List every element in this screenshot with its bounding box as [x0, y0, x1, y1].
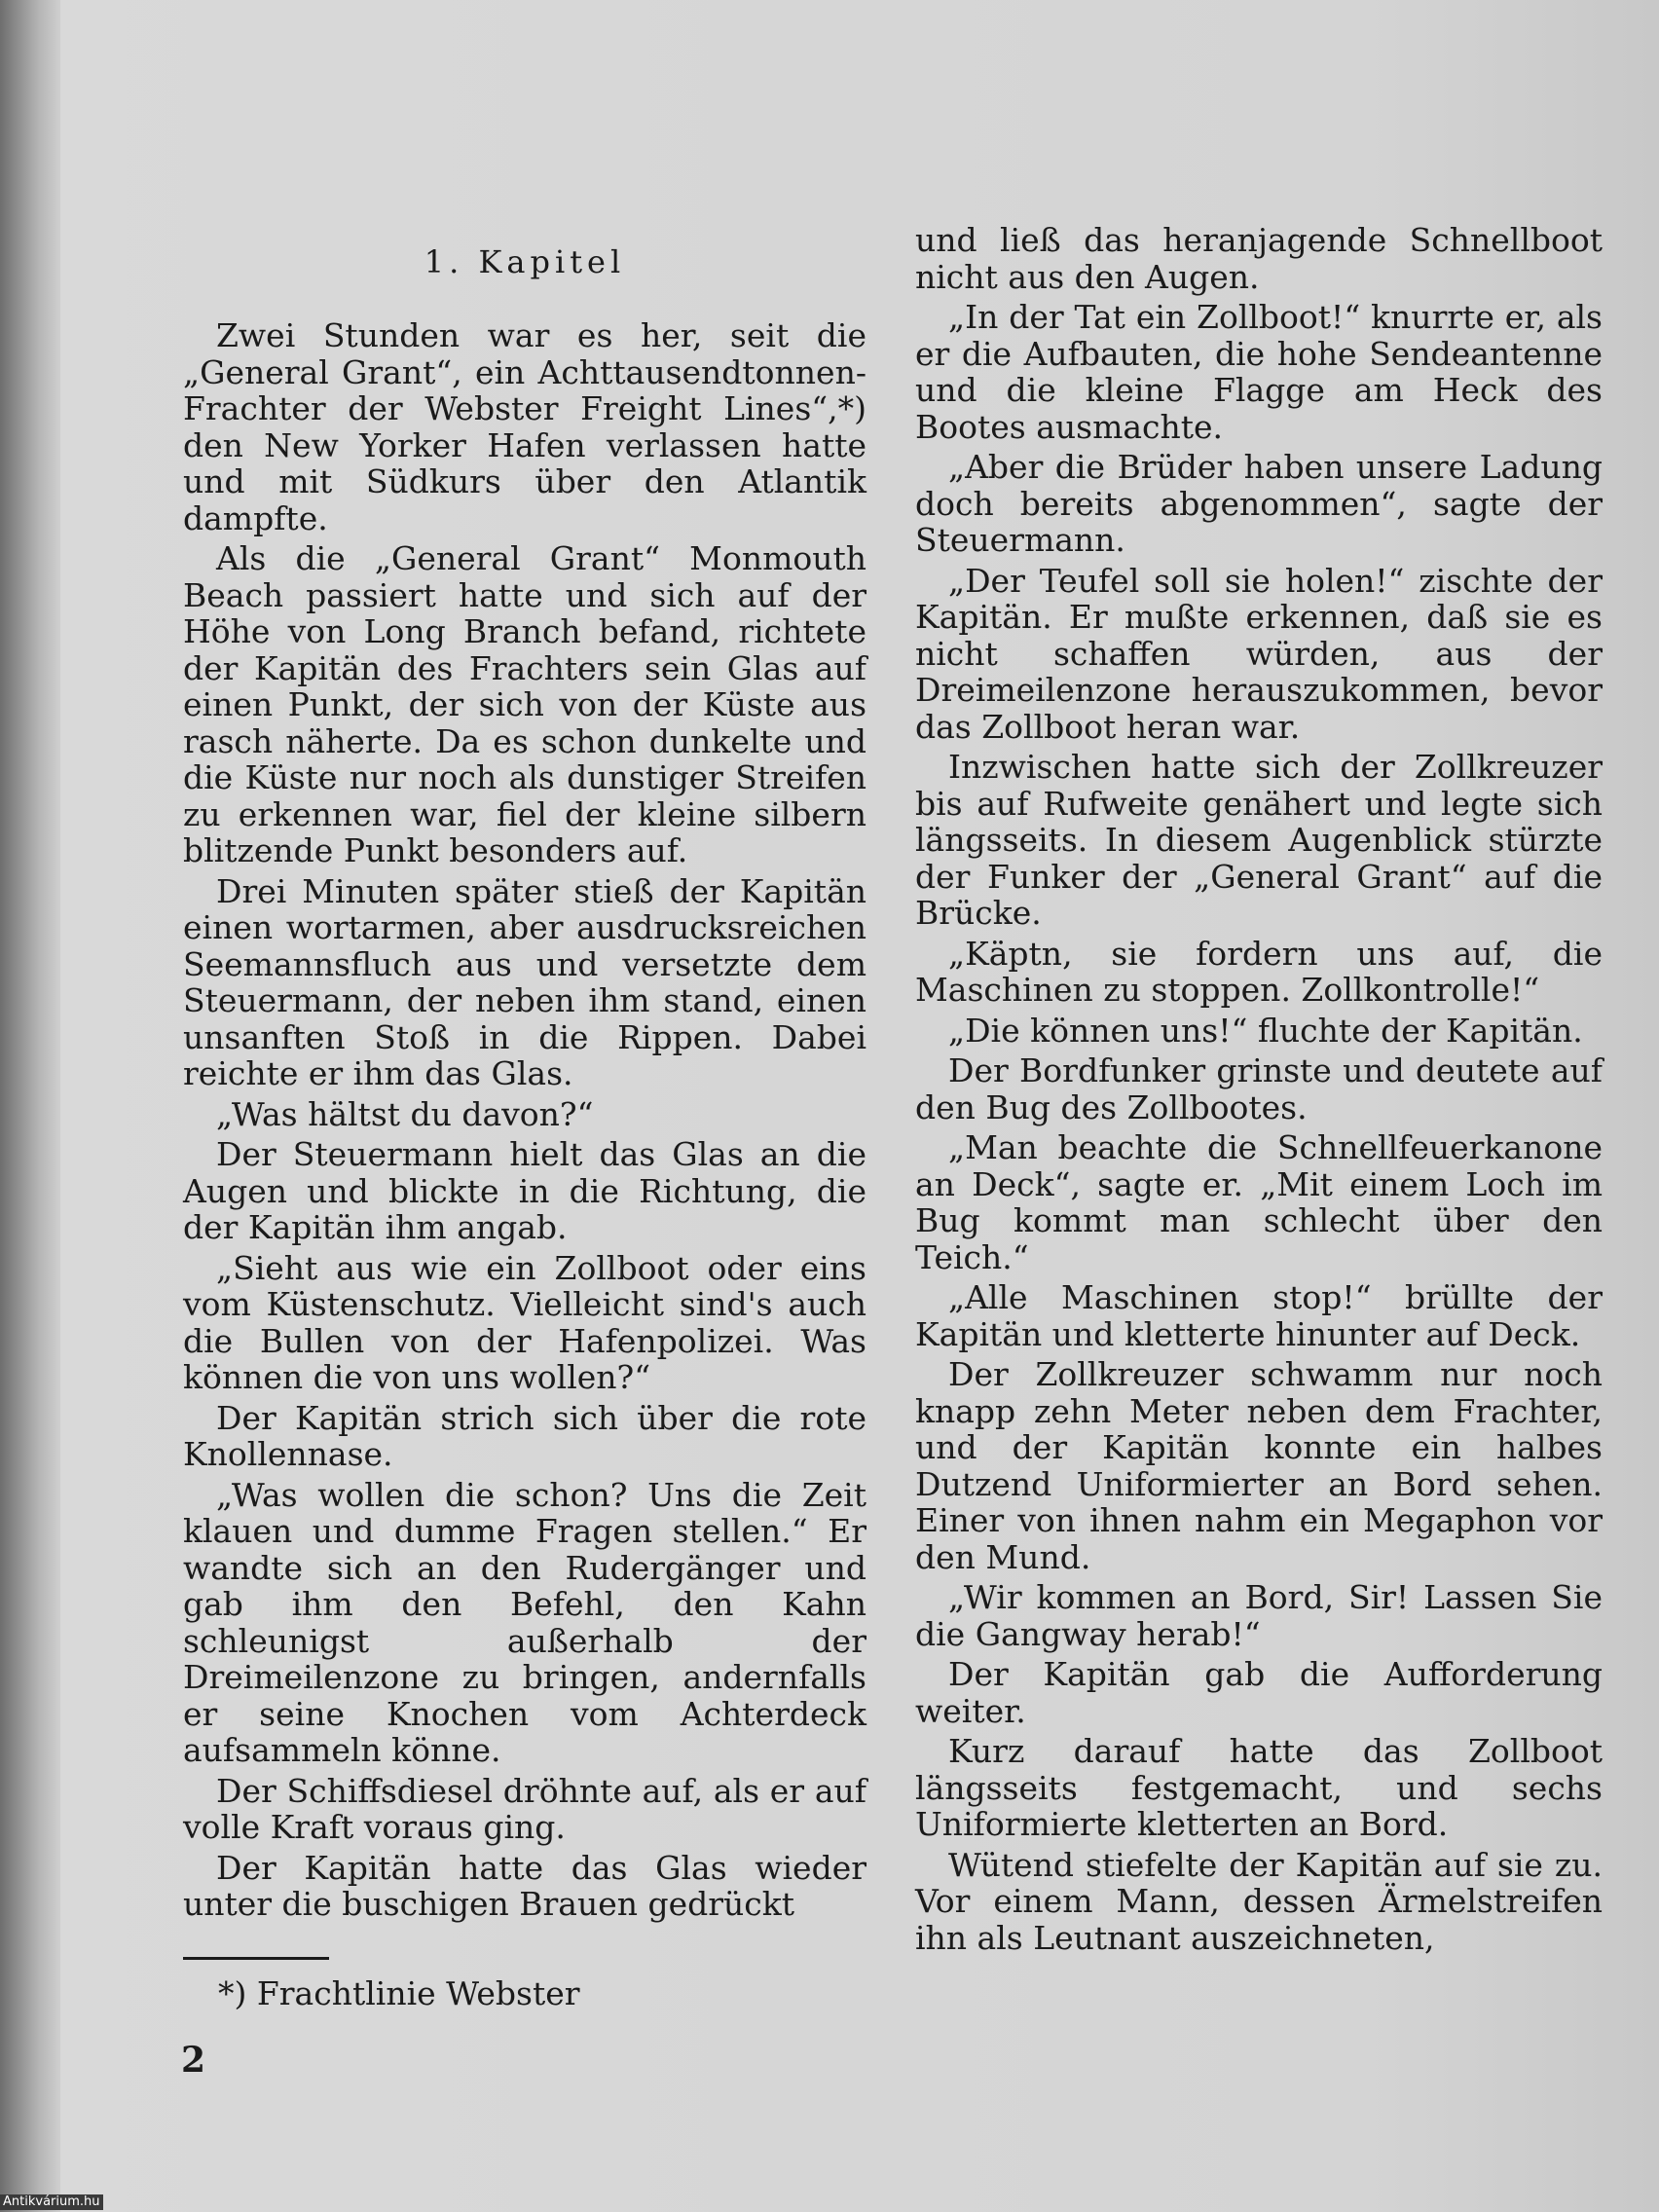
footnote: *) Frachtlinie Webster	[218, 1974, 580, 2012]
chapter-title: 1. Kapitel	[424, 243, 626, 280]
paragraph: „Sieht aus wie ein Zollboot oder eins vom Küstenschutz. Vielleicht sind's auch die Bullen von der Hafenpolizei. Was können die von uns wollen?“	[183, 1248, 866, 1396]
paragraph: Der Steuermann hielt das Glas an die Augen und blickte in die Richtung, die der Kapitän ihm angab.	[183, 1135, 866, 1246]
footnote-divider	[183, 1957, 329, 1960]
paragraph: Kurz darauf hatte das Zollboot längsseits festgemacht, und sechs Uniformierte kletterten an Bord.	[915, 1732, 1603, 1843]
paragraph: „Aber die Brüder haben unsere Ladung doch bereits abgenommen“, sagte der Steuermann.	[915, 448, 1603, 559]
paragraph: „In der Tat ein Zollboot!“ knurrte er, als er die Aufbauten, die hohe Sendeantenne und die kleine Flagge am Heck des Bootes ausmachte.	[915, 298, 1603, 446]
page-number: 2	[181, 2040, 206, 2081]
paragraph: „Wir kommen an Bord, Sir! Lassen Sie die Gangway herab!“	[915, 1578, 1603, 1653]
paragraph: „Man beachte die Schnellfeuerkanone an Deck“, sagte er. „Mit einem Loch im Bug kommt man schlecht über den Teich.“	[915, 1128, 1603, 1276]
paragraph: Der Kapitän strich sich über die rote Knollennase.	[183, 1398, 866, 1473]
paragraph: Zwei Stunden war es her, seit die „General Grant“, ein Achttausendtonnen-Frachter der Webster Freight Lines“,*) den New Yorker Hafen verlassen hatte und mit Südkurs über den Atlantik dampfte.	[183, 316, 866, 537]
paragraph: Der Schiffsdiesel dröhnte auf, als er auf volle Kraft voraus ging.	[183, 1771, 866, 1846]
paragraph: Als die „General Grant“ Monmouth Beach passiert hatte und sich auf der Höhe von Long Branch befand, richtete der Kapitän des Frachters sein Glas auf einen Punkt, der sich von der Küste aus rasch näherte. Da es schon dunkelte und die Küste nur noch als dunstiger Streifen zu erkennen war, fiel der kleine silbern blitzende Punkt besonders auf.	[183, 539, 866, 869]
paragraph: „Die können uns!“ fluchte der Kapitän.	[948, 1011, 1583, 1050]
paragraph: und ließ das heranjagende Schnellboot nicht aus den Augen.	[915, 221, 1603, 296]
paragraph: Der Zollkreuzer schwamm nur noch knapp zehn Meter neben dem Frachter, und der Kapitän konnte ein halbes Dutzend Uniformierter an Bord sehen. Einer von ihnen nahm ein Megaphon vor den Mund.	[915, 1355, 1603, 1576]
paragraph: „Was wollen die schon? Uns die Zeit klauen und dumme Fragen stellen.“ Er wandte sich an den Rudergänger und gab ihm den Befehl, den Kahn schleunigst außerhalb der Dreimeilenzone zu bringen, andernfalls er seine Knochen vom Achterdeck aufsammeln könne.	[183, 1475, 866, 1769]
paragraph: „Der Teufel soll sie holen!“ zischte der Kapitän. Er mußte erkennen, daß sie es nicht schaffen würden, aus der Dreimeilenzone herauszukommen, bevor das Zollboot heran war.	[915, 561, 1603, 746]
paragraph: Der Bordfunker grinste und deutete auf den Bug des Zollbootes.	[915, 1051, 1603, 1126]
watermark: Antikvárium.hu	[0, 2194, 103, 2210]
left-column	[183, 243, 866, 1927]
paragraph: „Käptn, sie fordern uns auf, die Maschinen zu stoppen. Zollkontrolle!“	[915, 934, 1603, 1009]
paragraph: Inzwischen hatte sich der Zollkreuzer bis auf Rufweite genähert und legte sich längsseits. In diesem Augenblick stürzte der Funker der „General Grant“ auf die Brücke.	[915, 748, 1603, 932]
paragraph: Drei Minuten später stieß der Kapitän einen wortarmen, aber ausdrucksreichen Seemannsfluch aus und versetzte dem Steuermann, der neben ihm stand, einen unsanften Stoß in die Rippen. Dabei reichte er ihm das Glas.	[183, 871, 866, 1092]
paragraph: „Alle Maschinen stop!“ brüllte der Kapitän und kletterte hinunter auf Deck.	[915, 1278, 1603, 1353]
paragraph: Der Kapitän hatte das Glas wieder unter die buschigen Brauen gedrückt	[183, 1848, 866, 1923]
right-column	[915, 222, 1603, 1960]
book-spine-shadow	[0, 0, 60, 2212]
paragraph: Der Kapitän gab die Aufforderung weiter.	[915, 1655, 1603, 1730]
paragraph: „Was hältst du davon?“	[216, 1094, 594, 1133]
paragraph: Wütend stiefelte der Kapitän auf sie zu. Vor einem Mann, dessen Ärmelstreifen ihn als Leutnant auszeichneten,	[915, 1845, 1603, 1957]
